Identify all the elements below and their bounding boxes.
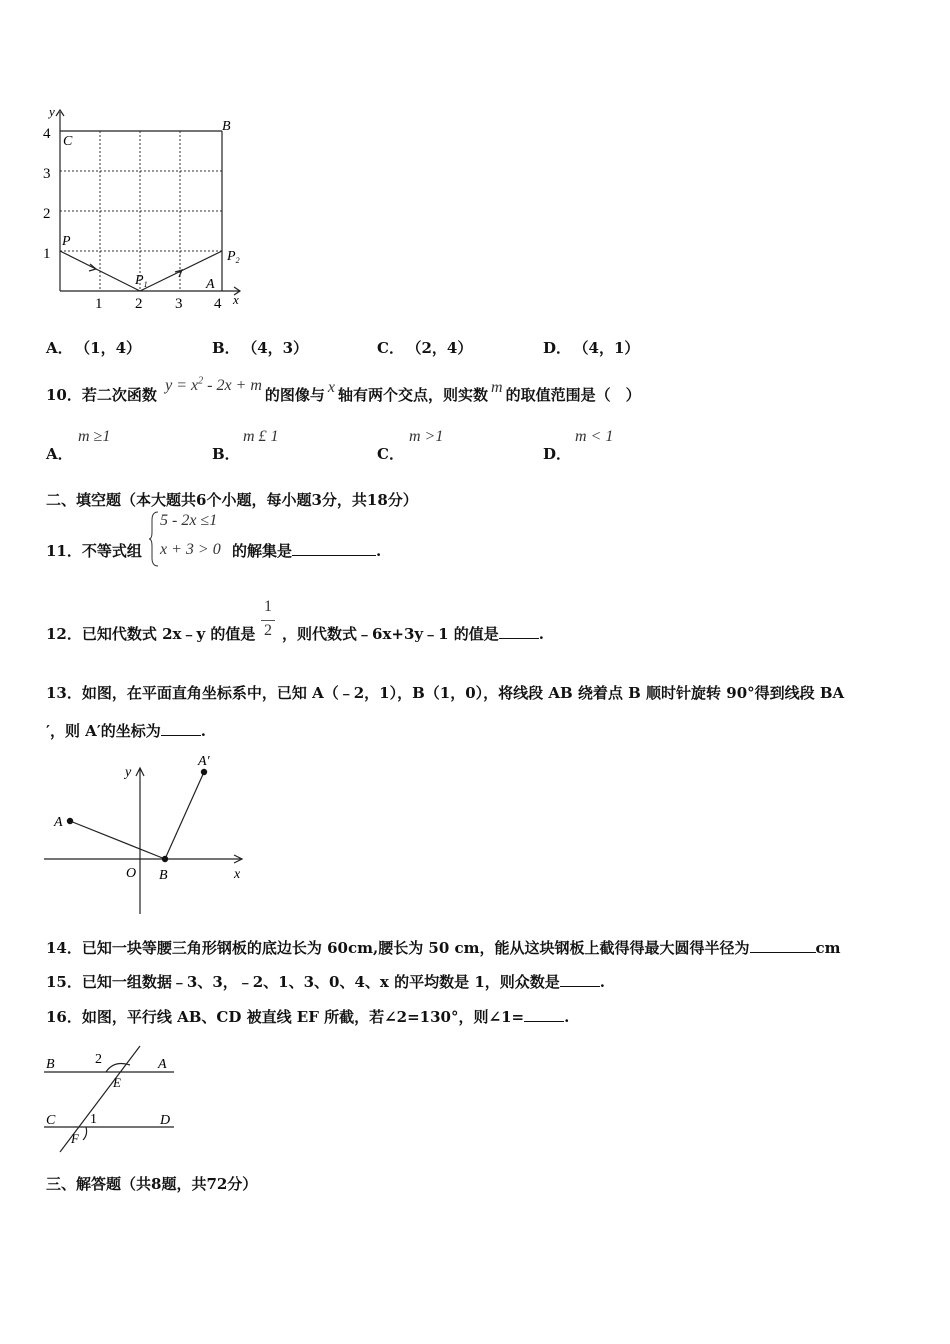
q9-figure <box>40 100 255 315</box>
q9-option-b[interactable]: B． （4，3） <box>212 339 309 357</box>
point-p2-label: $P_2$ <box>227 249 240 265</box>
origin-label: O <box>126 866 137 881</box>
q11-inequality-1: 5 - 2x ≤1 <box>160 512 218 529</box>
q10-function: $y = x^2 - 2x + m$ <box>165 375 262 394</box>
point-f-label: F <box>71 1131 79 1146</box>
section-2-title: 二、填空题（本大题共6个小题，每小题3分，共18分） <box>46 491 418 509</box>
point-e-label: E <box>113 1075 121 1090</box>
point-c-label: C <box>46 1113 56 1128</box>
q15-answer-blank[interactable] <box>560 972 600 987</box>
point-p1-label: $P_1$ <box>135 273 148 289</box>
q11-stem: 11．不等式组 <box>46 542 142 560</box>
x-tick-3: 3 <box>175 296 183 312</box>
grid-lines <box>60 131 222 291</box>
q10-option-d[interactable]: D． <box>543 445 572 463</box>
x-tick-1: 1 <box>95 296 103 312</box>
point-c-label: C <box>63 134 73 149</box>
q12-fraction-bar <box>261 620 275 621</box>
y-tick-4: 4 <box>43 126 51 142</box>
q13-figure <box>40 752 255 922</box>
angle-1-arc <box>83 1127 87 1140</box>
point-b-label: B <box>46 1057 55 1072</box>
point-b <box>162 856 168 862</box>
point-a-label: A <box>206 277 215 292</box>
q10-option-b-math: m £ 1 <box>243 428 279 445</box>
q11-brace <box>148 510 160 568</box>
angle-2-label: 2 <box>95 1052 102 1067</box>
x-tick-2: 2 <box>135 296 143 312</box>
q12-fraction-denominator: 2 <box>264 622 272 639</box>
q9-option-d[interactable]: D． （4，1） <box>543 339 640 357</box>
q9-option-c[interactable]: C． （2，4） <box>377 339 473 357</box>
segment-ba-prime <box>165 772 204 859</box>
point-d-label: D <box>160 1113 171 1128</box>
q16-answer-blank[interactable] <box>524 1007 564 1022</box>
point-p-label: P <box>62 234 71 249</box>
q11-inequality-2: x + 3 > 0 <box>160 541 221 558</box>
q13-line-1: 13．如图，在平面直角坐标系中，已知 A（﹣2，1），B（1，0），将线段 AB 绕着点 B 顺时针旋转 90°得到线段 BA <box>46 684 845 702</box>
y-label: y <box>125 765 132 780</box>
point-a-label: A <box>158 1057 167 1072</box>
point-a <box>67 818 73 824</box>
q16-figure <box>40 1040 180 1155</box>
q10-option-d-math: m < 1 <box>575 428 614 445</box>
q9-option-a[interactable]: A． （1，4） <box>46 339 142 357</box>
q15-stem: 15．已知一组数据﹣3、3，﹣2、1、3、0、4、x 的平均数是 1，则众数是 . <box>46 973 605 991</box>
y-tick-1: 1 <box>43 246 51 262</box>
q10-option-c-math: m >1 <box>409 428 444 445</box>
q10-option-a-math: m ≥1 <box>78 428 111 445</box>
point-a-prime-label: A′ <box>198 754 210 769</box>
q10-option-a[interactable]: A． <box>46 445 73 463</box>
section-3-title: 三、解答题（共8题，共72分） <box>46 1175 258 1193</box>
y-label: y <box>49 104 55 119</box>
q13-answer-blank[interactable] <box>161 721 201 736</box>
q12-stem: 12．已知代数式 2x﹣y 的值是 <box>46 625 256 643</box>
point-b-label: B <box>222 119 231 134</box>
q10-stem: 10．若二次函数 $y = x^2 - 2x + m$的图像与 x 轴有两个交点，则实数 m 的取值范围是（ ） <box>46 375 641 404</box>
q12-answer-blank[interactable] <box>499 624 539 639</box>
q11-tail: 的解集是 . <box>232 542 382 560</box>
segment-ab <box>70 821 165 859</box>
angle-1-label: 1 <box>90 1112 97 1127</box>
y-tick-2: 2 <box>43 206 51 222</box>
q14-answer-blank[interactable] <box>750 938 816 953</box>
q11-answer-blank[interactable] <box>292 541 376 556</box>
y-tick-3: 3 <box>43 166 51 182</box>
q12-fraction-numerator: 1 <box>264 598 272 615</box>
x-label: x <box>233 292 239 307</box>
point-a-label: A <box>54 815 63 830</box>
q12-tail: ，则代数式﹣6x+3y﹣1 的值是 . <box>282 625 544 643</box>
x-tick-4: 4 <box>214 296 222 312</box>
q14-stem: 14．已知一块等腰三角形钢板的底边长为 60cm,腰长为 50 cm，能从这块钢板上截得得最大圆得半径为 cm <box>46 939 841 957</box>
point-b-label: B <box>159 868 168 883</box>
q13-line-2: ′，则 A′的坐标为 . <box>46 722 207 740</box>
x-label: x <box>234 867 241 882</box>
q10-option-b[interactable]: B． <box>212 445 240 463</box>
q16-stem: 16．如图，平行线 AB、CD 被直线 EF 所截，若∠2=130°，则∠1= . <box>46 1008 570 1026</box>
point-a-prime <box>201 769 207 775</box>
q10-option-c[interactable]: C． <box>377 445 404 463</box>
